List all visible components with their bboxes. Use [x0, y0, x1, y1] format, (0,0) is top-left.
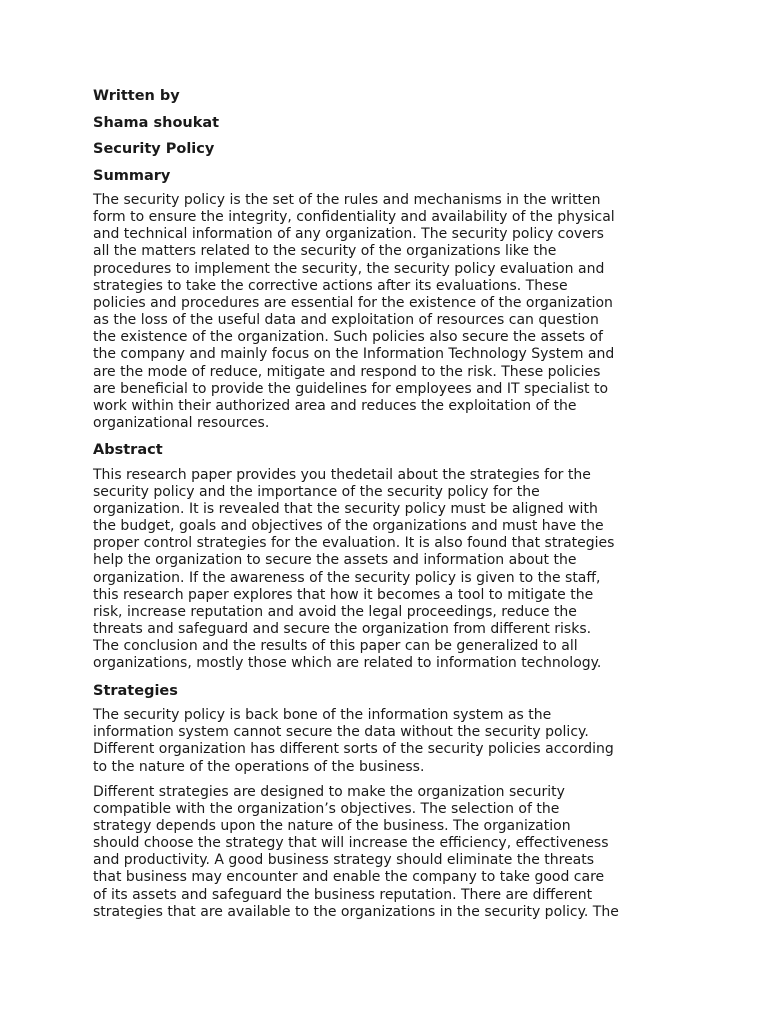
text-line: help the organization to secure the assets and information about the: [93, 552, 577, 569]
text-line: should choose the strategy that will increase the efficiency, effectiveness: [93, 835, 609, 852]
text-line: organization. It is revealed that the security policy must be aligned with: [93, 501, 598, 517]
text-line: as the loss of the useful data and exploitation of resources can question: [93, 312, 599, 329]
document-title: Security Policy: [93, 141, 215, 157]
text-line: threats and safeguard and secure the organization from different risks.: [93, 621, 592, 638]
text-line: of its assets and safeguard the business reputation. There are different: [93, 886, 593, 903]
text-line: organizational resources.: [93, 415, 270, 432]
section-heading-strategies: Strategies: [93, 682, 178, 699]
text-line: organization. If the awareness of the security policy is given to the staff,: [93, 569, 601, 586]
text-line: to the nature of the operations of the business.: [93, 758, 425, 775]
text-line: are beneficial to provide the guidelines for employees and IT specialist to: [93, 380, 609, 397]
document-body: [93, 166, 683, 921]
section-heading-abstract: Abstract: [93, 442, 163, 459]
summary-paragraph: [93, 192, 683, 432]
text-line: and productivity. A good business strategy should eliminate the threats: [93, 852, 595, 869]
text-line: compatible with the organization’s objectives. The selection of the: [93, 800, 560, 817]
strategies-paragraph: [93, 707, 683, 776]
text-line: The security policy is the set of the rules and mechanisms in the written: [93, 192, 601, 208]
text-line: The conclusion and the results of this paper can be generalized to all: [93, 638, 578, 655]
text-line: all the matters related to the security of the organizations like the: [93, 243, 557, 260]
text-line: the existence of the organization. Such policies also secure the assets of: [93, 329, 603, 346]
text-line: risk, increase reputation and avoid the legal proceedings, reduce the: [93, 603, 577, 620]
section-heading-summary: Summary: [93, 167, 171, 184]
text-line: and technical information of any organization. The security policy covers: [93, 226, 604, 243]
text-line: security policy and the importance of the security policy for the: [93, 483, 540, 500]
text-line: Different organization has different sorts of the security policies according: [93, 741, 614, 758]
text-line: that business may encounter and enable the company to take good care: [93, 869, 605, 886]
document-page: [93, 86, 683, 929]
author-name: Shama shoukat: [93, 114, 220, 131]
text-line: This research paper provides you thedetail about the strategies for the: [93, 466, 591, 483]
text-line: information system cannot secure the data without the security policy.: [93, 724, 589, 741]
text-line: the company and mainly focus on the Information Technology System and: [93, 346, 615, 363]
abstract-paragraph: [93, 467, 683, 673]
written-by-label: Written by: [93, 88, 180, 104]
text-line: strategies to take the corrective actions after its evaluations. These: [93, 277, 568, 294]
text-line: procedures to implement the security, the security policy evaluation and: [93, 260, 605, 277]
text-line: are the mode of reduce, mitigate and respond to the risk. These policies: [93, 363, 601, 380]
text-line: The security policy is back bone of the information system as the: [93, 707, 552, 724]
text-line: the budget, goals and objectives of the organizations and must have the: [93, 518, 604, 535]
text-line: work within their authorized area and reduces the exploitation of the: [93, 397, 577, 414]
text-line: policies and procedures are essential for the existence of the organization: [93, 294, 613, 311]
text-line: organizations, mostly those which are related to information technology.: [93, 655, 602, 672]
text-line: strategies that are available to the organizations in the security policy. The: [93, 903, 619, 920]
strategies-paragraph: [93, 784, 683, 921]
text-line: Different strategies are designed to make the organization security: [93, 783, 565, 800]
text-line: this research paper explores that how it becomes a tool to mitigate the: [93, 586, 594, 603]
text-line: proper control strategies for the evaluation. It is also found that strategies: [93, 535, 615, 552]
text-line: form to ensure the integrity, confidentiality and availability of the physical: [93, 209, 615, 226]
text-line: strategy depends upon the nature of the business. The organization: [93, 818, 571, 834]
